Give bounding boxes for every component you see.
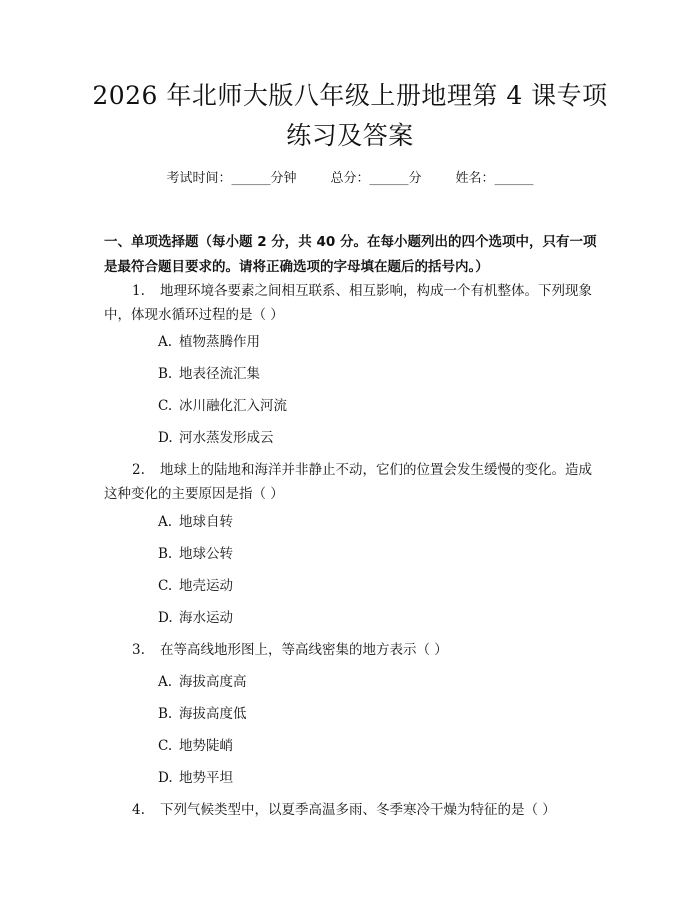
question-1 xyxy=(104,279,604,327)
option-3a xyxy=(158,672,247,692)
option-text: 冰川融化汇入河流 xyxy=(179,398,287,414)
option-letter: A. xyxy=(158,334,173,350)
option-2b xyxy=(158,544,233,564)
option-letter: D. xyxy=(158,610,173,626)
question-2 xyxy=(104,458,604,506)
question-number: 3. xyxy=(132,642,145,658)
option-3b xyxy=(158,704,247,724)
option-letter: A. xyxy=(158,514,173,530)
option-letter: B. xyxy=(158,706,173,722)
option-letter: C. xyxy=(158,738,173,754)
option-letter: D. xyxy=(158,430,173,446)
option-text: 地球公转 xyxy=(179,546,233,562)
total-score-field: 总分：______分 xyxy=(330,171,422,186)
document-title-line-1: 2026 年北师大版八年级上册地理第 4 课专项 xyxy=(92,81,608,110)
question-3 xyxy=(104,638,604,662)
option-text: 地势平坦 xyxy=(179,770,233,786)
option-2c xyxy=(158,576,233,596)
option-text: 海水运动 xyxy=(179,610,233,626)
option-text: 地势陡峭 xyxy=(179,738,233,754)
option-1d xyxy=(158,428,274,448)
option-2a xyxy=(158,512,233,532)
option-1b xyxy=(158,364,260,384)
option-text: 地球自转 xyxy=(179,514,233,530)
question-text: 地理环境各要素之间相互联系、相互影响，构成一个有机整体。下列现象中，体现水循环过程的是（ ） xyxy=(104,283,592,323)
option-text: 植物蒸腾作用 xyxy=(179,334,260,350)
option-3d xyxy=(158,768,233,788)
question-number: 4. xyxy=(132,802,145,818)
option-1c xyxy=(158,396,287,416)
student-name-field: 姓名：______ xyxy=(455,171,534,186)
option-letter: B. xyxy=(158,546,173,562)
option-letter: C. xyxy=(158,578,173,594)
question-number: 1. xyxy=(132,283,145,299)
option-letter: B. xyxy=(158,366,173,382)
question-number: 2. xyxy=(132,462,145,478)
question-text: 地球上的陆地和海洋并非静止不动，它们的位置会发生缓慢的变化。造成这种变化的主要原因是指（ ） xyxy=(104,462,592,502)
option-3c xyxy=(158,736,233,756)
option-letter: C. xyxy=(158,398,173,414)
option-text: 地表径流汇集 xyxy=(179,366,260,382)
exam-time-field: 考试时间：______分钟 xyxy=(166,171,297,186)
question-4 xyxy=(104,798,604,822)
option-1a xyxy=(158,332,260,352)
option-text: 地壳运动 xyxy=(179,578,233,594)
document-title-line-2: 练习及答案 xyxy=(286,121,414,150)
option-2d xyxy=(158,608,233,628)
option-text: 海拔高度低 xyxy=(179,706,247,722)
option-text: 海拔高度高 xyxy=(179,674,247,690)
option-letter: A. xyxy=(158,674,173,690)
option-text: 河水蒸发形成云 xyxy=(179,430,274,446)
question-text: 下列气候类型中，以夏季高温多雨、冬季寒冷干燥为特征的是（ ） xyxy=(160,802,556,818)
exam-info-bar xyxy=(0,170,700,188)
option-letter: D. xyxy=(158,770,173,786)
question-text: 在等高线地形图上，等高线密集的地方表示（ ） xyxy=(160,642,448,658)
section-heading: 一、单项选择题（每小题 2 分，共 40 分。在每小题列出的四个选项中，只有一项是最符合题目要求的。请将正确选项的字母填在题后的括号内。） xyxy=(104,234,597,275)
